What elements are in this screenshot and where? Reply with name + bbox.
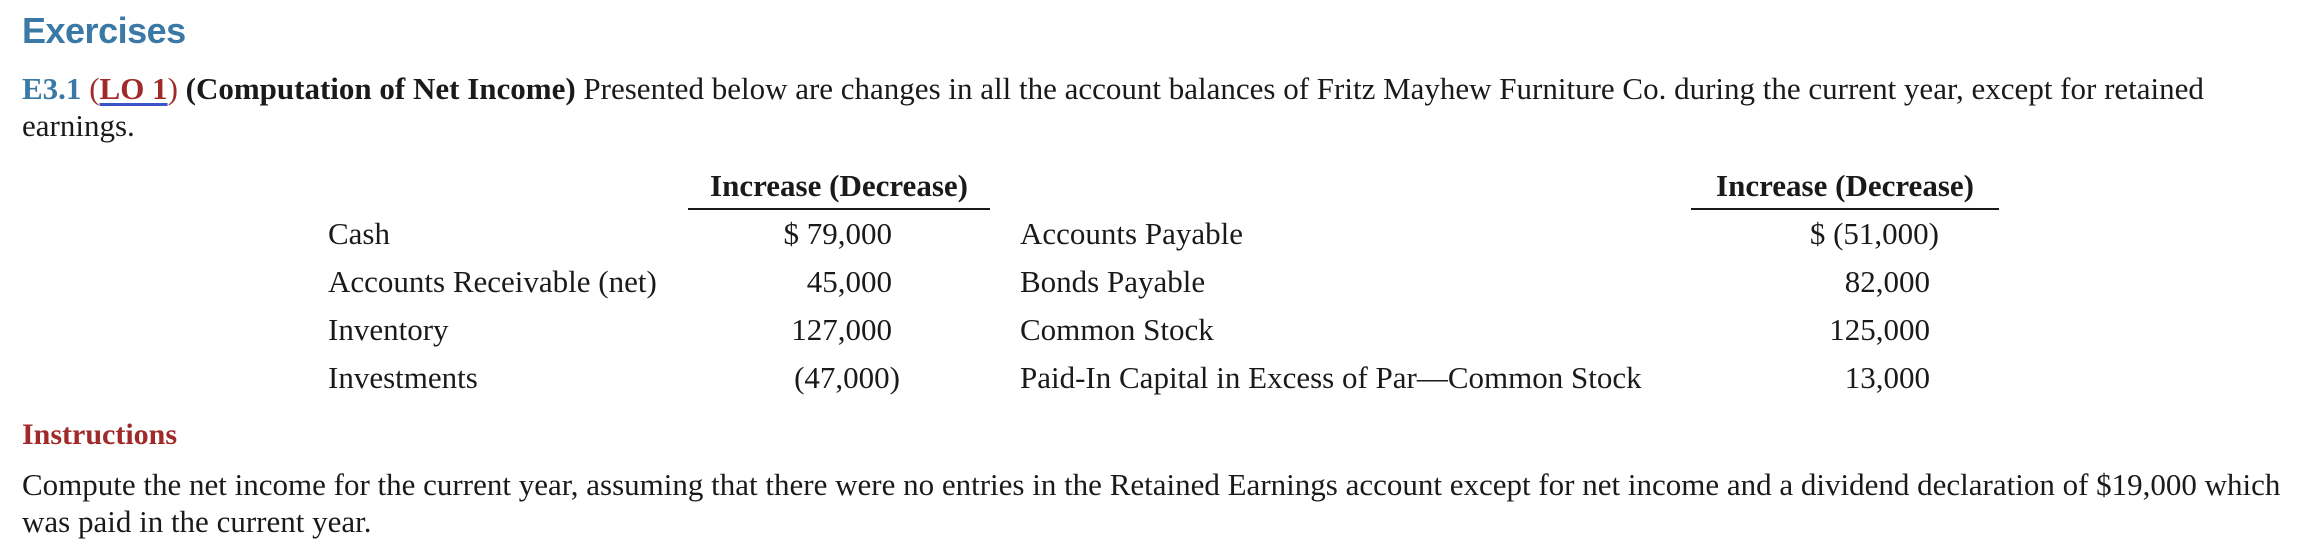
instructions-text: Compute the net income for the current year, assuming that there were no entries in the Retained Earnings account except for net income and a dividend declaration of $19,000 which was paid in the current year.: [22, 467, 2281, 539]
section-heading: Exercises: [22, 10, 186, 51]
account-name: Inventory: [328, 312, 449, 347]
right-column-header: Increase (Decrease): [1691, 168, 1999, 210]
amount: 45,000: [806, 264, 892, 299]
amount: 125,000: [1829, 312, 1930, 347]
exercise-title: (Computation of Net Income): [185, 71, 576, 106]
exercise-text: Presented below are changes in all the account balances of Fritz Mayhew Furniture Co. during the current year, except for retained earnings.: [22, 71, 2204, 143]
exercise-number: E3.1: [22, 71, 82, 106]
amount: $ 79,000: [783, 216, 892, 251]
learning-objective-link[interactable]: LO 1: [99, 71, 168, 106]
account-name: Common Stock: [1020, 312, 1214, 347]
exercise-intro: [22, 70, 2292, 144]
instructions-heading: Instructions: [22, 418, 178, 451]
amount: $ (51,000): [1809, 216, 1939, 251]
account-name: Cash: [328, 216, 390, 251]
account-name: Investments: [328, 360, 478, 395]
lo-open-paren: (: [89, 71, 100, 106]
lo-close-paren: ): [167, 71, 178, 106]
amount: 127,000: [791, 312, 892, 347]
amount: 13,000: [1844, 360, 1930, 395]
account-name: Accounts Payable: [1020, 216, 1243, 251]
amount: (47,000): [794, 360, 900, 395]
account-name: Bonds Payable: [1020, 264, 1206, 299]
amount: 82,000: [1844, 264, 1930, 299]
left-column-header: Increase (Decrease): [688, 168, 990, 210]
account-name: Paid-In Capital in Excess of Par—Common Stock: [1020, 360, 1642, 395]
account-name: Accounts Receivable (net): [328, 264, 657, 299]
